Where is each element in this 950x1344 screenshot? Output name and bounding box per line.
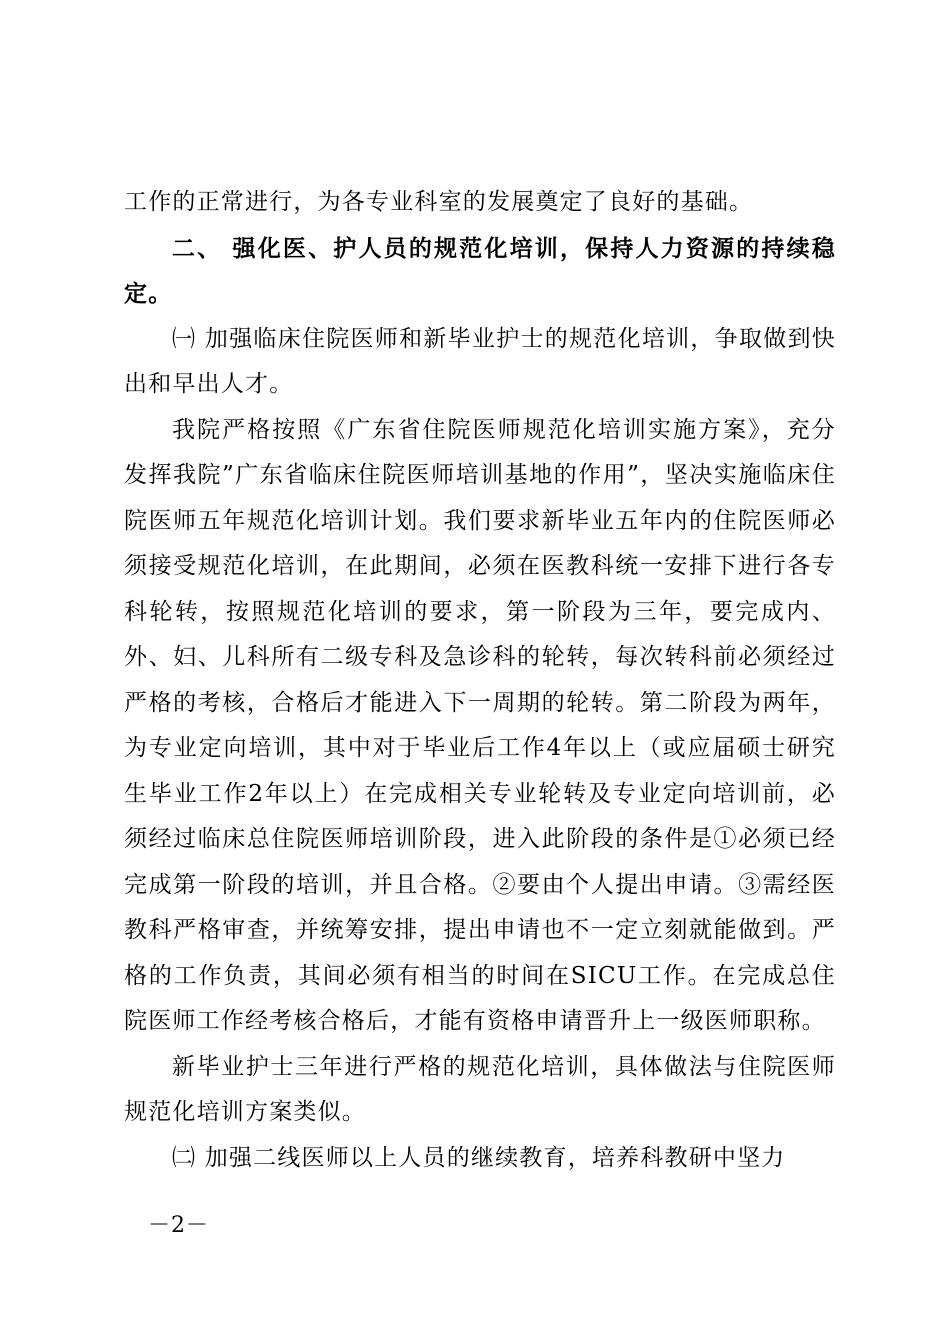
section-heading: 二、 强化医、护人员的规范化培训，保持人力资源的持续稳定。: [124, 234, 836, 307]
paragraph-nurse-training: 新毕业护士三年进行严格的规范化培训，具体做法与住院医师规范化培训方案类似。: [124, 1053, 836, 1125]
subsection-heading-1: ㈠ 加强临床住院医师和新毕业护士的规范化培训，争取做到快出和早出人才。: [124, 325, 836, 397]
page-number: －2－: [148, 1213, 209, 1238]
subsection-heading-2: ㈡ 加强二线医师以上人员的继续教育，培养科教研中坚力: [172, 1144, 786, 1171]
body-text: [124, 180, 836, 1181]
paragraph-resident-training: 我院严格按照《广东省住院医师规范化培训实施方案》，充分发挥我院”广东省临床住院医师培训基地的作用”，坚决实施临床住院医师五年规范化培训计划。我们要求新毕业五年内的住院医师必须接受规范化培训，在此期间，必须在医教科统一安排下进行各专科轮转，按照规范化培训的要求，第一阶段为三年，要完成内、外、妇、儿科所有二级专科及急诊科的轮转，每次转科前必须经过严格的考核，合格后才能进入下一周期的轮转。第二阶段为两年，为专业定向培训，其中对于毕业后工作4年以上（或应届硕士研究生毕业工作2年以上）在完成相关专业轮转及专业定向培训前，必须经过临床总住院医师培训阶段，进入此阶段的条件是①必须已经完成第一阶段的培训，并且合格。②要由个人提出申请。③需经医教科严格审查，并统筹安排，提出申请也不一定立刻就能做到。严格的工作负责，其间必须有相当的时间在SICU工作。在完成总住院医师工作经考核合格后，才能有资格申请晋升上一级医师职称。: [124, 416, 836, 1034]
paragraph-continuation: 工作的正常进行，为各专业科室的发展奠定了良好的基础。: [124, 189, 754, 215]
